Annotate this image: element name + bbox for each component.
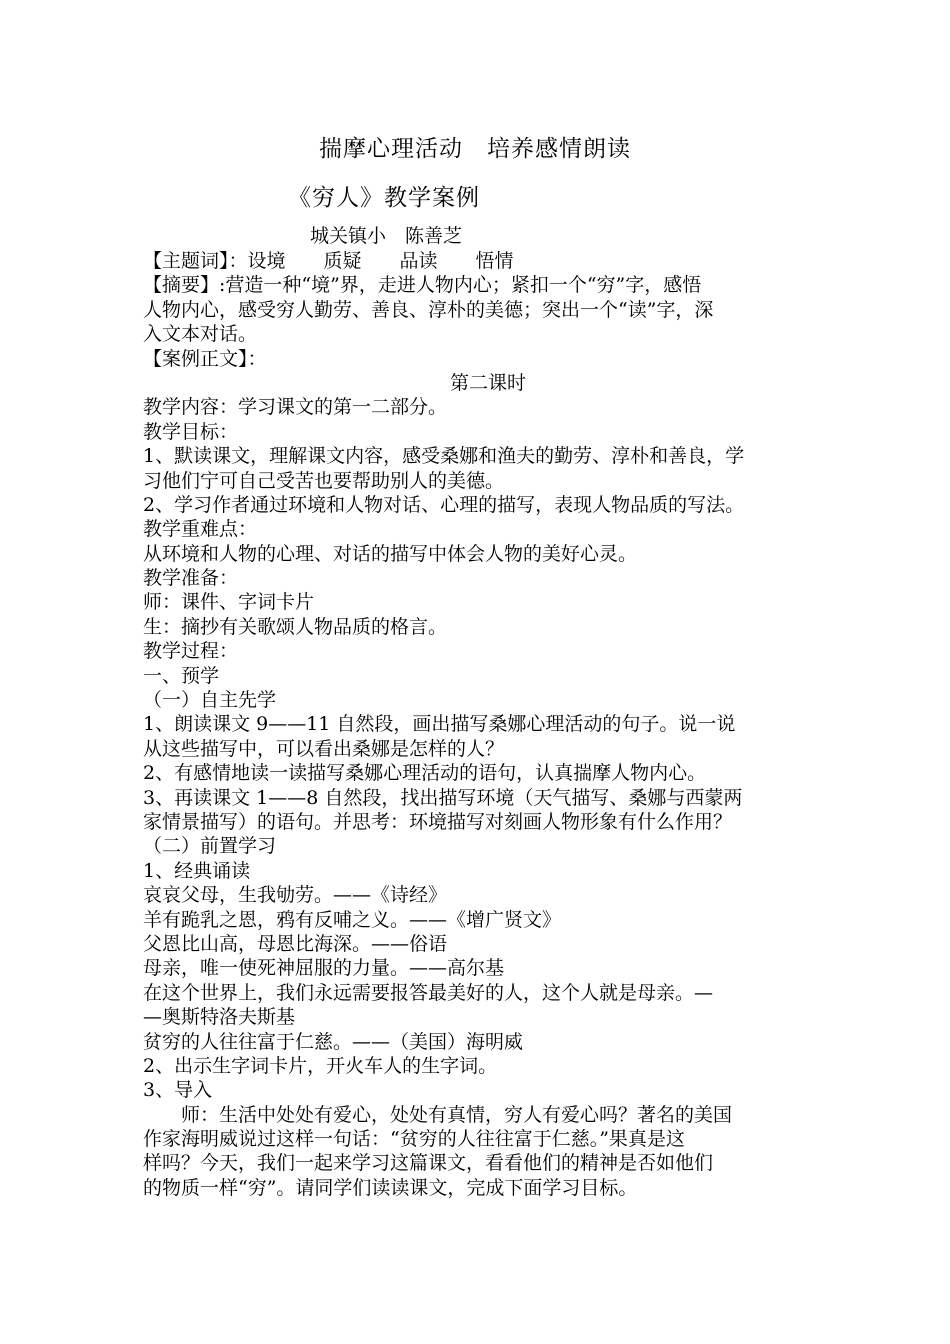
- text-line: 生：摘抄有关歌颂人物品质的格言。: [143, 615, 448, 638]
- text-line: 的物质一样“穷”。请同学们读读课文，完成下面学习目标。: [143, 1176, 638, 1199]
- text-line: 从环境和人物的心理、对话的描写中体会人物的美好心灵。: [143, 542, 638, 565]
- text-line: 2、学习作者通过环境和人物对话、心理的描写，表现人物品质的写法。: [143, 493, 745, 516]
- text-line: 3、再读课文 1——8 自然段，找出描写环境（天气描写、桑娜与西蒙两: [143, 786, 743, 809]
- text-line: （一）自主先学: [143, 689, 277, 712]
- text-line: 习他们宁可自己受苦也要帮助别人的美德。: [143, 469, 505, 492]
- text-line: 【案例正文】：: [143, 347, 267, 370]
- document-title: 揣摩心理活动 培养感情朗读: [319, 136, 631, 162]
- text-line: 教学目标：: [143, 420, 239, 443]
- text-line: —奥斯特洛夫斯基: [143, 1006, 296, 1029]
- text-line: 1、经典诵读: [143, 859, 251, 882]
- text-line: 入文本对话。: [143, 323, 258, 346]
- text-line: 家情景描写）的语句。并思考：环境描写对刻画人物形象有什么作用？: [143, 810, 733, 833]
- text-line: 样吗？今天，我们一起来学习这篇课文，看看他们的精神是否如他们: [143, 1152, 714, 1175]
- text-line: 师：课件、字词卡片: [143, 591, 315, 614]
- text-line: 从这些描写中，可以看出桑娜是怎样的人？: [143, 737, 505, 760]
- text-line: 师：生活中处处有爱心，处处有真情，穷人有爱心吗？著名的美国: [181, 1103, 733, 1126]
- text-line: 一、预学: [143, 664, 220, 687]
- text-line: 【摘要】:营造一种“境”界，走进人物内心；紧扣一个“穷”字，感悟: [143, 274, 702, 297]
- text-line: 教学准备：: [143, 567, 239, 590]
- text-line: 人物内心，感受穷人勤劳、善良、淳朴的美德；突出一个“读”字，深: [143, 298, 714, 321]
- text-line: 3、导入: [143, 1079, 213, 1102]
- text-line: 作家海明威说过这样一句话：“贫穷的人往往富于仁慈。”果真是这: [143, 1128, 685, 1151]
- text-line: 第二课时: [449, 371, 526, 394]
- text-line: 母亲，唯一使死神屈服的力量。——高尔基: [143, 957, 505, 980]
- text-line: 1、默读课文，理解课文内容，感受桑娜和渔夫的勤劳、淳朴和善良，学: [143, 445, 745, 468]
- text-line: 羊有跪乳之恩，鸦有反哺之义。——《增广贤文》: [143, 908, 562, 931]
- text-line: 父恩比山高，母恩比海深。——俗语: [143, 932, 448, 955]
- text-line: 教学重难点：: [143, 518, 258, 541]
- text-line: 教学内容：学习课文的第一二部分。: [143, 396, 448, 419]
- text-line: 【主题词】：设境 质疑 品读 悟情: [143, 250, 514, 272]
- document-subtitle: 《穷人》教学案例: [288, 185, 480, 211]
- text-line: 教学过程：: [143, 640, 239, 663]
- text-line: 在这个世界上，我们永远需要报答最美好的人，这个人就是母亲。—: [143, 981, 714, 1004]
- text-line: 哀哀父母，生我劬劳。——《诗经》: [143, 884, 448, 907]
- text-line: 2、出示生字词卡片，开火车人的生字词。: [143, 1054, 498, 1077]
- text-line: 2、有感情地读一读描写桑娜心理活动的语句，认真揣摩人物内心。: [143, 762, 707, 785]
- text-line: 1、朗读课文 9——11 自然段，画出描写桑娜心理活动的句子。说一说: [143, 713, 736, 736]
- text-line: （二）前置学习: [143, 835, 277, 858]
- document-body: [143, 249, 833, 1200]
- document-author: 城关镇小 陈善芝: [310, 225, 463, 247]
- text-line: 贫穷的人往往富于仁慈。——（美国）海明威: [143, 1030, 524, 1053]
